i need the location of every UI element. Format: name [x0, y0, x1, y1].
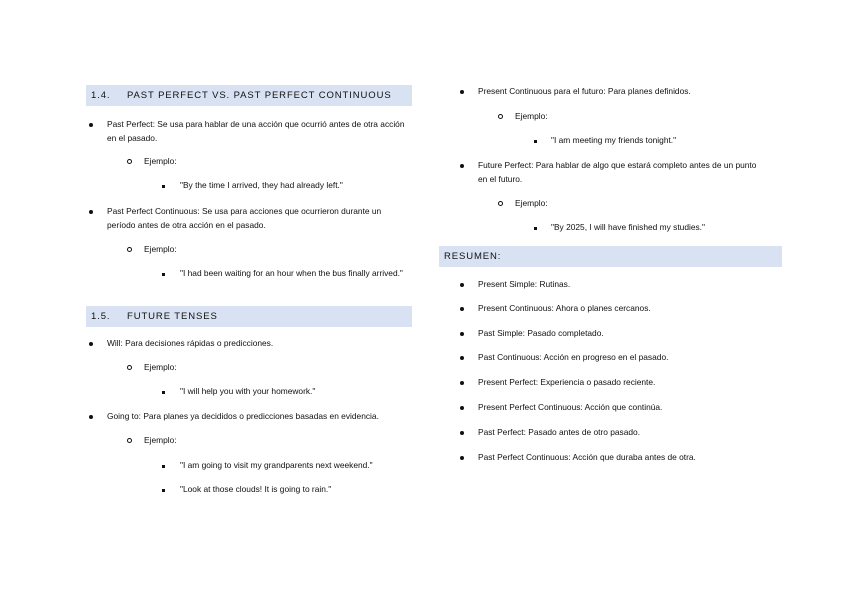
bullet-circle-icon	[498, 110, 503, 124]
section-title: PAST PERFECT VS. PAST PERFECT CONTINUOUS	[127, 90, 392, 101]
section-heading-1-5	[86, 306, 412, 327]
section-title: FUTURE TENSES	[127, 311, 218, 322]
bullet-square-icon	[162, 267, 165, 281]
bullet-icon	[460, 327, 464, 341]
example-label: Ejemplo:	[144, 435, 177, 445]
example-text: "I will help you with your homework."	[180, 386, 316, 396]
bullet-icon	[460, 451, 464, 465]
bullet-icon	[460, 302, 464, 316]
list-item: Past Perfect: Pasado antes de otro pasado.	[478, 427, 641, 437]
section-title: RESUMEN:	[444, 251, 502, 262]
bullet-icon	[89, 337, 93, 351]
list-item-present-continuous-future: Present Continuous para el futuro: Para planes definidos.	[478, 86, 691, 96]
example-text: "Look at those clouds! It is going to rain."	[180, 484, 332, 494]
list-item: Present Perfect Continuous: Acción que continúa.	[478, 402, 663, 412]
example-text: "I had been waiting for an hour when the bus finally arrived."	[180, 268, 403, 278]
bullet-circle-icon	[127, 155, 132, 169]
example-label: Ejemplo:	[515, 111, 548, 121]
bullet-square-icon	[162, 179, 165, 193]
list-item: Present Simple: Rutinas.	[478, 279, 571, 289]
list-item-past-perfect-continuous: Past Perfect Continuous: Se usa para acciones que ocurrieron durante un período antes de otra acción en el pasado.	[107, 206, 382, 230]
list-item-past-perfect: Past Perfect: Se usa para hablar de una acción que ocurrió antes de otra acción en el pasado.	[107, 119, 405, 143]
example-text: "By the time I arrived, they had already left."	[180, 180, 343, 190]
list-item: Present Perfect: Experiencia o pasado reciente.	[478, 377, 656, 387]
bullet-square-icon	[534, 134, 537, 148]
section-number: 1.5.	[91, 311, 111, 322]
bullet-circle-icon	[127, 361, 132, 375]
list-item: Past Continuous: Acción en progreso en el pasado.	[478, 352, 669, 362]
bullet-circle-icon	[127, 243, 132, 257]
example-label: Ejemplo:	[144, 156, 177, 166]
bullet-icon	[460, 376, 464, 390]
example-label: Ejemplo:	[144, 244, 177, 254]
bullet-icon	[460, 159, 464, 173]
list-item: Past Perfect Continuous: Acción que duraba antes de otra.	[478, 452, 696, 462]
bullet-icon	[460, 278, 464, 292]
example-label: Ejemplo:	[144, 362, 177, 372]
list-item: Past Simple: Pasado completado.	[478, 328, 604, 338]
example-text: "I am meeting my friends tonight."	[551, 135, 677, 145]
bullet-icon	[460, 401, 464, 415]
bullet-circle-icon	[127, 434, 132, 448]
bullet-square-icon	[534, 221, 537, 235]
section-heading-resumen	[439, 246, 782, 267]
bullet-icon	[89, 118, 93, 132]
list-item-future-perfect: Future Perfect: Para hablar de algo que estará completo antes de un punto en el futuro.	[478, 160, 757, 184]
bullet-icon	[460, 85, 464, 99]
bullet-icon	[89, 205, 93, 219]
bullet-square-icon	[162, 459, 165, 473]
bullet-square-icon	[162, 483, 165, 497]
bullet-icon	[460, 426, 464, 440]
bullet-square-icon	[162, 385, 165, 399]
section-number: 1.4.	[91, 90, 111, 101]
section-heading-1-4	[86, 85, 412, 106]
bullet-icon	[89, 410, 93, 424]
list-item-will: Will: Para decisiones rápidas o predicciones.	[107, 338, 274, 348]
bullet-circle-icon	[498, 197, 503, 211]
example-text: "I am going to visit my grandparents next weekend."	[180, 460, 373, 470]
example-label: Ejemplo:	[515, 198, 548, 208]
list-item-going-to: Going to: Para planes ya decididos o predicciones basadas en evidencia.	[107, 411, 379, 421]
example-text: "By 2025, I will have finished my studies."	[551, 222, 705, 232]
bullet-icon	[460, 351, 464, 365]
list-item: Present Continuous: Ahora o planes cercanos.	[478, 303, 651, 313]
